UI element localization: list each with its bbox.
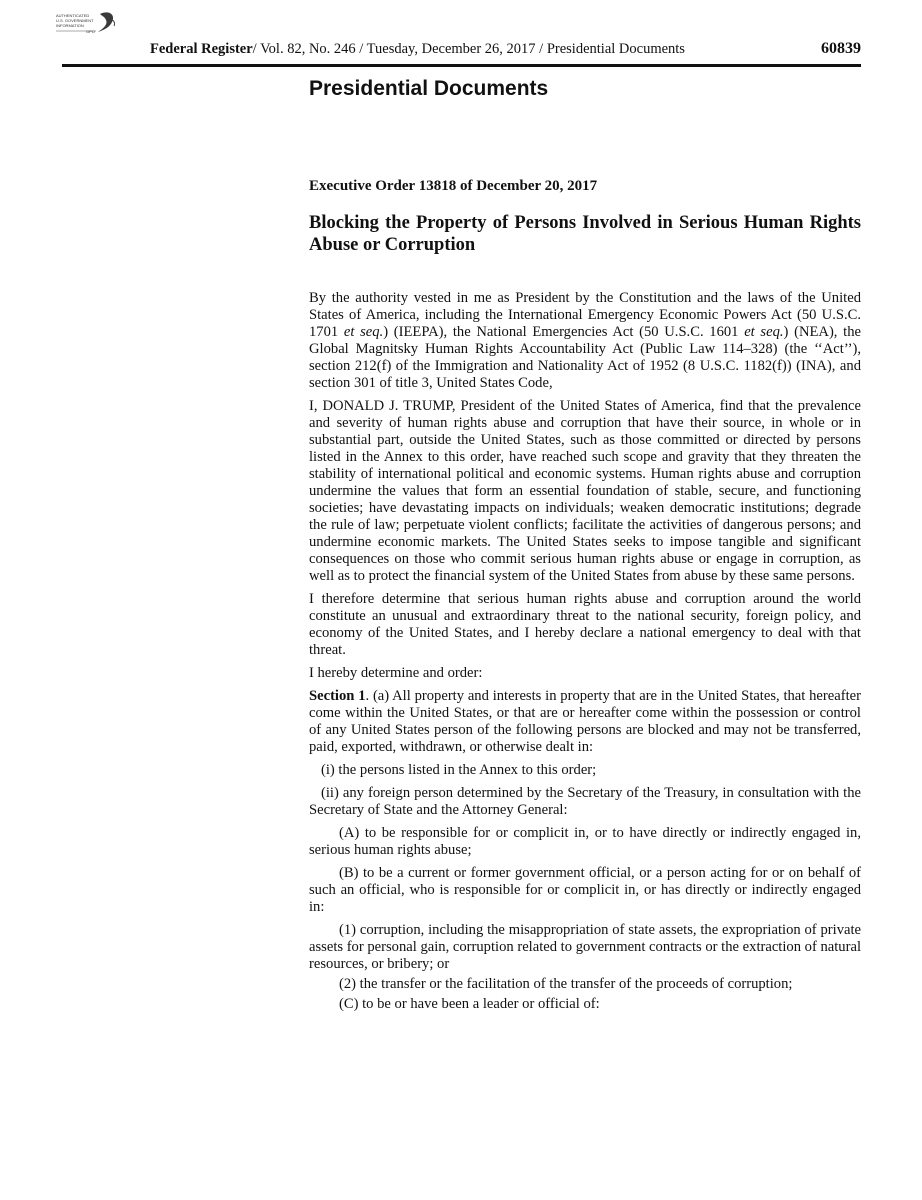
order-paragraph: I hereby determine and order: <box>309 665 483 681</box>
section-title: Presidential Documents <box>309 77 549 100</box>
clause-C: (C) to be or have been a leader or official of: <box>339 996 600 1012</box>
logo-line-3: INFORMATION <box>56 23 84 28</box>
section-1-paragraph: Section 1. (a) All property and interests in property that are in the United States, that hereafter come within the United States, or that are or hereafter come within the possession or control of any United States person of the following persons are blocked and may not be transferred, paid, exported, withdrawn, or otherwise dealt in: <box>309 688 861 755</box>
page-number: 60839 <box>821 40 861 57</box>
document-title: Blocking the Property of Persons Involved in Serious Human Rights Abuse or Corruption <box>309 213 861 255</box>
volume-info: / Vol. 82, No. 246 / Tuesday, December 26, 2017 / Presidential Documents <box>252 41 685 57</box>
executive-order-line: Executive Order 13818 of December 20, 2017 <box>309 178 598 194</box>
clause-B: (B) to be a current or former government official, or a person acting for or on behalf of such an official, who is responsible for or complicit in, or has directly or indirectly engaged in: <box>309 865 861 915</box>
logo-line-1: AUTHENTICATED <box>56 13 90 18</box>
clause-A: (A) to be responsible for or complicit in, or to have directly or indirectly engaged in, serious human rights abuse; <box>309 825 861 858</box>
logo-line-4: GPO <box>86 29 95 34</box>
journal-name: Federal Register <box>150 41 253 57</box>
clause-i: (i) the persons listed in the Annex to this order; <box>321 762 597 778</box>
header-citation <box>150 41 685 58</box>
findings-paragraph: I, DONALD J. TRUMP, President of the United States of America, find that the prevalence and severity of human rights abuse and corruption that have their source, in whole or in substantial part, outside the United States, such as those committed or directed by persons listed in the Annex to this order, have reached such scope and gravity that they threaten the stability of international political and economic systems. Human rights abuse and corruption undermine the values that form an essential foundation of stable, secure, and functioning societies; have devastating impacts on individuals; weaken democratic institutions; degrade the rule of law; perpetuate violent conflicts; facilitate the activities of dangerous persons; and undermine economic markets. The United States seeks to impose tangible and significant consequences on those who commit serious human rights abuse or engage in corruption, as well as to protect the financial system of the United States from abuse by these same persons. <box>309 398 861 584</box>
clause-B-2: (2) the transfer or the facilitation of the transfer of the proceeds of corruption; <box>339 976 793 992</box>
section-1-label: Section 1 <box>309 688 366 704</box>
gpo-authenticated-logo <box>56 10 126 40</box>
document-body <box>309 290 861 1019</box>
header-rule <box>62 64 861 67</box>
emergency-paragraph: I therefore determine that serious human rights abuse and corruption around the world constitute an unusual and extraordinary threat to the national security, foreign policy, and economy of the United States, and I hereby declare a national emergency to deal with that threat. <box>309 591 861 658</box>
preamble-paragraph: By the authority vested in me as President by the Constitution and the laws of the United States of America, including the International Emergency Economic Powers Act (50 U.S.C. 1701 et seq.) (IEEPA), the National Emergencies Act (50 U.S.C. 1601 et seq.) (NEA), the Global Magnitsky Human Rights Accountability Act (Public Law 114–328) (the ‘‘Act’’), section 212(f) of the Immigration and Nationality Act of 1952 (8 U.S.C. 1182(f)) (INA), and section 301 of title 3, United States Code, <box>309 290 861 391</box>
clause-B-1: (1) corruption, including the misappropriation of state assets, the expropriation of private assets for personal gain, corruption related to government contracts or the extraction of natural resources, or bribery; or <box>309 922 861 972</box>
clause-ii: (ii) any foreign person determined by the Secretary of the Treasury, in consultation with the Secretary of State and the Attorney General: <box>309 785 861 818</box>
logo-line-2: U.S. GOVERNMENT <box>56 18 94 23</box>
